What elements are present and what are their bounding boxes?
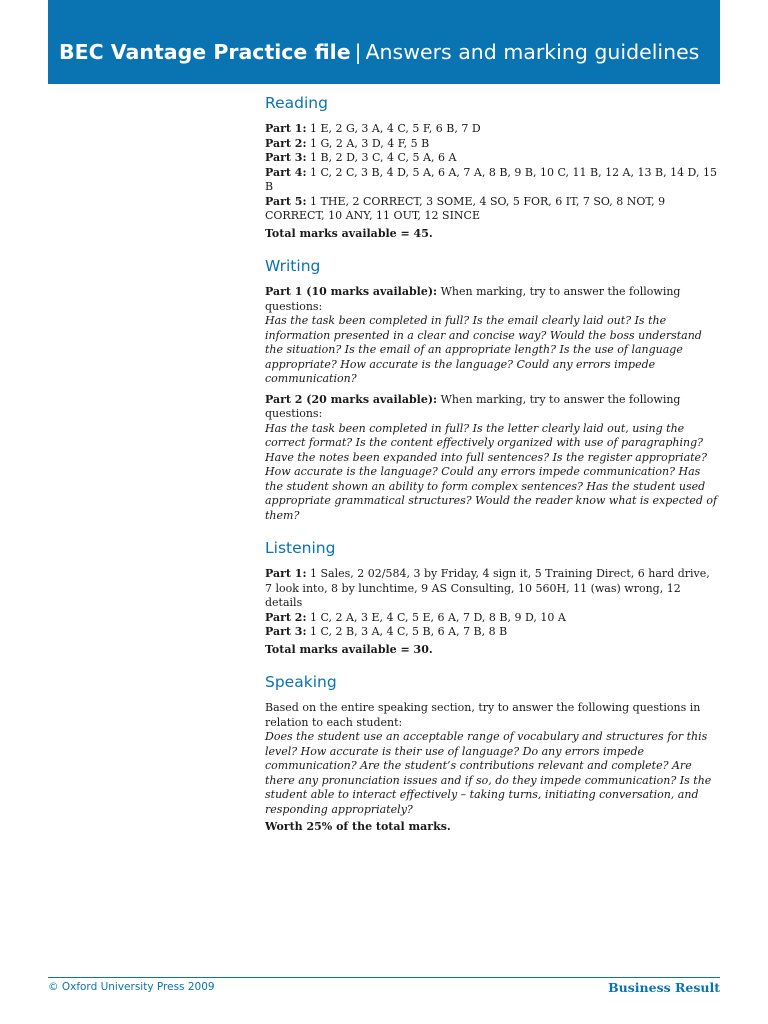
speaking-section bbox=[265, 672, 720, 835]
part-answers: 1 C, 2 B, 3 A, 4 C, 5 B, 6 A, 7 B, 8 B bbox=[310, 625, 508, 638]
part-label: Part 5: bbox=[265, 194, 307, 208]
part-label: Part 4: bbox=[265, 165, 307, 179]
part-intro: When marking, try to answer the following questions: bbox=[265, 285, 681, 313]
writing-part-2 bbox=[265, 393, 720, 524]
writing-heading: Writing bbox=[265, 257, 321, 275]
part-label: Part 3: bbox=[265, 625, 307, 638]
header-separator: | bbox=[354, 40, 362, 64]
page-header bbox=[48, 0, 720, 84]
reading-total: Total marks available = 45. bbox=[265, 226, 433, 240]
speaking-heading: Speaking bbox=[265, 673, 337, 691]
speaking-worth: Worth 25% of the total marks. bbox=[265, 820, 451, 833]
reading-section bbox=[265, 93, 720, 241]
reading-part-2 bbox=[265, 137, 720, 152]
reading-part-5 bbox=[265, 195, 720, 224]
header-title-rest: Answers and marking guidelines bbox=[365, 40, 700, 64]
reading-heading: Reading bbox=[265, 94, 328, 112]
reading-part-1 bbox=[265, 122, 720, 137]
main-content bbox=[265, 93, 720, 850]
speaking-intro: Based on the entire speaking section, try to answer the following questions in relation to each student: bbox=[265, 701, 701, 729]
part-questions: Has the task been completed in full? Is the letter clearly laid out, using the correct format? Is the content effectively organized with use of paragraphing? Have the notes been expanded into full sentences? Is the register appropriate? How accurate is the language? Could any errors impede communication? Has the student shown an ability to form complex sentences? Has the student used appropriate grammatical structures? Would the reader know what is expected of them? bbox=[265, 421, 718, 522]
listening-part-2 bbox=[265, 611, 720, 626]
listening-part-1 bbox=[265, 567, 720, 611]
part-answers: 1 THE, 2 CORRECT, 3 SOME, 4 SO, 5 FOR, 6 IT, 7 SO, 8 NOT, 9 CORRECT, 10 ANY, 11 OUT, 12 SINCE bbox=[265, 194, 666, 222]
part-answers: 1 B, 2 D, 3 C, 4 C, 5 A, 6 A bbox=[310, 151, 457, 164]
part-label: Part 2 (20 marks available): bbox=[265, 392, 438, 406]
listening-total: Total marks available = 30. bbox=[265, 642, 433, 656]
writing-part-1 bbox=[265, 285, 720, 387]
part-label: Part 2: bbox=[265, 136, 307, 150]
part-answers: 1 G, 2 A, 3 D, 4 F, 5 B bbox=[310, 136, 430, 150]
part-label: Part 3: bbox=[265, 151, 307, 164]
speaking-questions: Does the student use an acceptable range of vocabulary and structures for this level? How accurate is their use of language? Do any errors impede communication? Are the student’s contributions relevant and complete? Are there any pronunciation issues and if so, do they impede communication? Is the student able to interact effectively – taking turns, initiating conversation, and responding appropriately? bbox=[265, 730, 712, 816]
listening-part-3 bbox=[265, 625, 720, 640]
reading-part-3 bbox=[265, 151, 720, 166]
part-answers: 1 Sales, 2 02/584, 3 by Friday, 4 sign it, 5 Training Direct, 6 hard drive, 7 look into, 8 by lunchtime, 9 AS Consulting, 10 560H, 11 (was) wrong, 12 details bbox=[265, 567, 710, 609]
part-answers: 1 C, 2 C, 3 B, 4 D, 5 A, 6 A, 7 A, 8 B, 9 B, 10 C, 11 B, 12 A, 13 B, 14 D, 15 B bbox=[265, 165, 717, 193]
footer-brand: Business Result bbox=[608, 980, 720, 995]
part-label: Part 1: bbox=[265, 567, 307, 580]
part-label: Part 1 (10 marks available): bbox=[265, 285, 438, 298]
header-title-bold: BEC Vantage Practice file bbox=[59, 40, 351, 64]
part-label: Part 2: bbox=[265, 610, 307, 624]
listening-heading: Listening bbox=[265, 539, 336, 557]
part-answers: 1 C, 2 A, 3 E, 4 C, 5 E, 6 A, 7 D, 8 B, 9 D, 10 A bbox=[310, 610, 566, 624]
part-intro: When marking, try to answer the following questions: bbox=[265, 392, 681, 420]
footer-divider bbox=[48, 977, 720, 978]
footer-copyright: © Oxford University Press 2009 bbox=[48, 981, 215, 993]
part-answers: 1 E, 2 G, 3 A, 4 C, 5 F, 6 B, 7 D bbox=[310, 122, 481, 135]
reading-part-4 bbox=[265, 166, 720, 195]
part-label: Part 1: bbox=[265, 122, 307, 135]
listening-section bbox=[265, 538, 720, 657]
writing-section bbox=[265, 256, 720, 523]
part-questions: Has the task been completed in full? Is the email clearly laid out? Is the information presented in a clear and concise way? Would the boss understand the situation? Is the email of an appropriate length? Is the use of language appropriate? How accurate is the language? Could any errors impede communication? bbox=[265, 314, 702, 385]
